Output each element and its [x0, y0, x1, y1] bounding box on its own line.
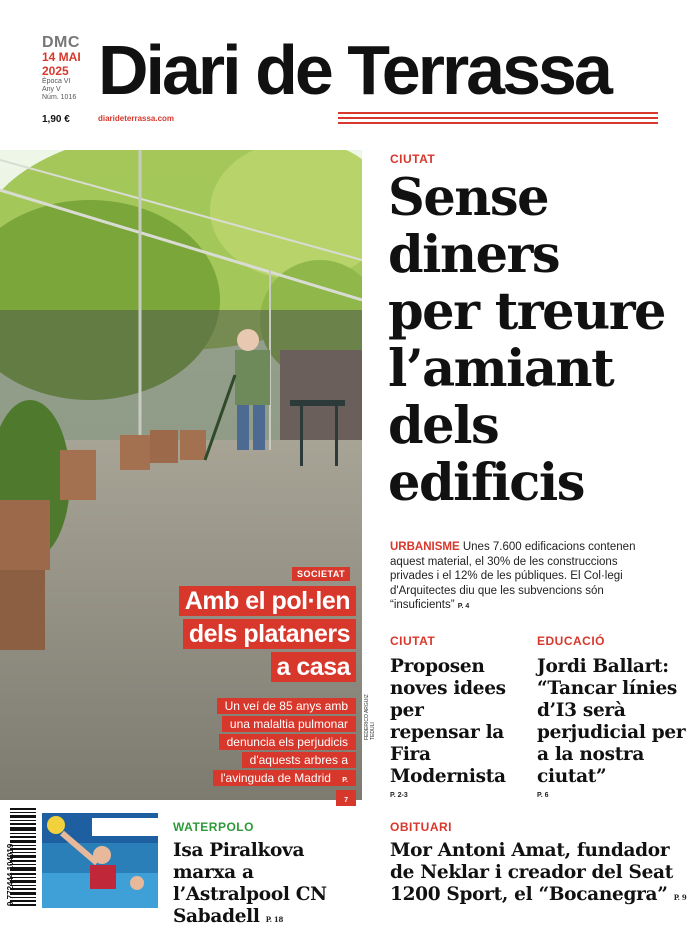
obituari-headline[interactable] [390, 840, 690, 909]
main-section-label[interactable]: CIUTAT [390, 152, 436, 166]
newspaper-logo[interactable]: Diari de Terrassa [98, 31, 610, 109]
logo-rule [338, 112, 658, 114]
barcode-number: 9 772444 104019 [6, 843, 15, 906]
main-page-ref[interactable]: P. 4 [457, 603, 470, 610]
headline-line: edificis [388, 453, 584, 513]
obituari-page-ref[interactable]: P. 9 [673, 893, 687, 902]
edition-number: Núm. 1016 [42, 94, 77, 101]
headline-line: Sense [388, 168, 549, 228]
dmc-label: DMC [42, 34, 80, 51]
headline-line: diners [388, 225, 560, 285]
societat-section-tag[interactable]: SOCIETAT [292, 567, 350, 581]
societat-page-ref[interactable]: P. 7 [338, 776, 352, 805]
waterpolo-section-label[interactable]: WATERPOLO [173, 820, 254, 834]
obituari-section-label[interactable]: OBITUARI [390, 820, 452, 834]
edition-any: Any V [42, 86, 61, 93]
logo-rule [338, 117, 658, 119]
ballart-section-label[interactable]: EDUCACIÓ [537, 634, 606, 648]
fira-page-ref[interactable]: P. 2-3 [390, 792, 408, 799]
headline-line: l’amiant [388, 339, 614, 399]
ballart-headline[interactable]: Jordi Ballart: “Tancar línies d’I3 serà perjudicial per a la nostra ciutat” [537, 656, 686, 787]
edition-year: 2025 [42, 64, 69, 78]
main-summary [390, 540, 640, 615]
waterpolo-page-ref[interactable]: P. 18 [265, 915, 284, 924]
edition-date: 14 MAI [42, 50, 81, 64]
main-body-text: Unes 7.600 edificacions contenen aquest material, el 30% de les construccions privades i el 12% de les públiques. El Col·legi d'Arquitectes diu que les subvencions són “insuficients” [390, 541, 636, 611]
headline-line: per treure [388, 282, 666, 342]
fira-headline[interactable]: Proposen noves idees per repensar la Fira Modernista [390, 656, 506, 787]
website-link[interactable]: diarideterrassa.com [98, 114, 175, 123]
societat-summary [212, 697, 356, 809]
waterpolo-headline[interactable] [173, 840, 373, 931]
waterpolo-headline-text: Isa Piralkova marxa a l’Astralpool CN Sabadell [173, 840, 327, 927]
fira-section-label[interactable]: CIUTAT [390, 634, 436, 648]
waterpolo-image [42, 813, 158, 908]
headline-line: dels [388, 396, 499, 456]
obituari-headline-text: Mor Antoni Amat, fundador de Neklar i creador del Seat 1200 Sport, el “Bocanegra” [390, 840, 673, 905]
ballart-page-ref[interactable]: P. 6 [537, 792, 549, 799]
logo-rule [338, 122, 658, 124]
edition-info [42, 36, 81, 102]
edition-epoca: Època VI [42, 78, 71, 85]
headline-line: a casa [271, 652, 356, 682]
headline-line: Amb el pol·len [179, 586, 356, 616]
main-headline[interactable] [388, 170, 688, 512]
societat-body: Un veí de 85 anys amb una malaltia pulmonar denuncia els perjudicis d'aquests arbres a l'avinguda de Madrid [217, 698, 352, 786]
headline-line: dels plataners [183, 619, 356, 649]
waterpolo-photo[interactable] [42, 813, 158, 908]
societat-headline[interactable] [156, 585, 356, 684]
price: 1,90 € [42, 114, 70, 125]
photo-credit: FEDERICO ARGUIZ TEDULI [364, 694, 376, 740]
main-lead-label: URBANISME [390, 541, 460, 553]
